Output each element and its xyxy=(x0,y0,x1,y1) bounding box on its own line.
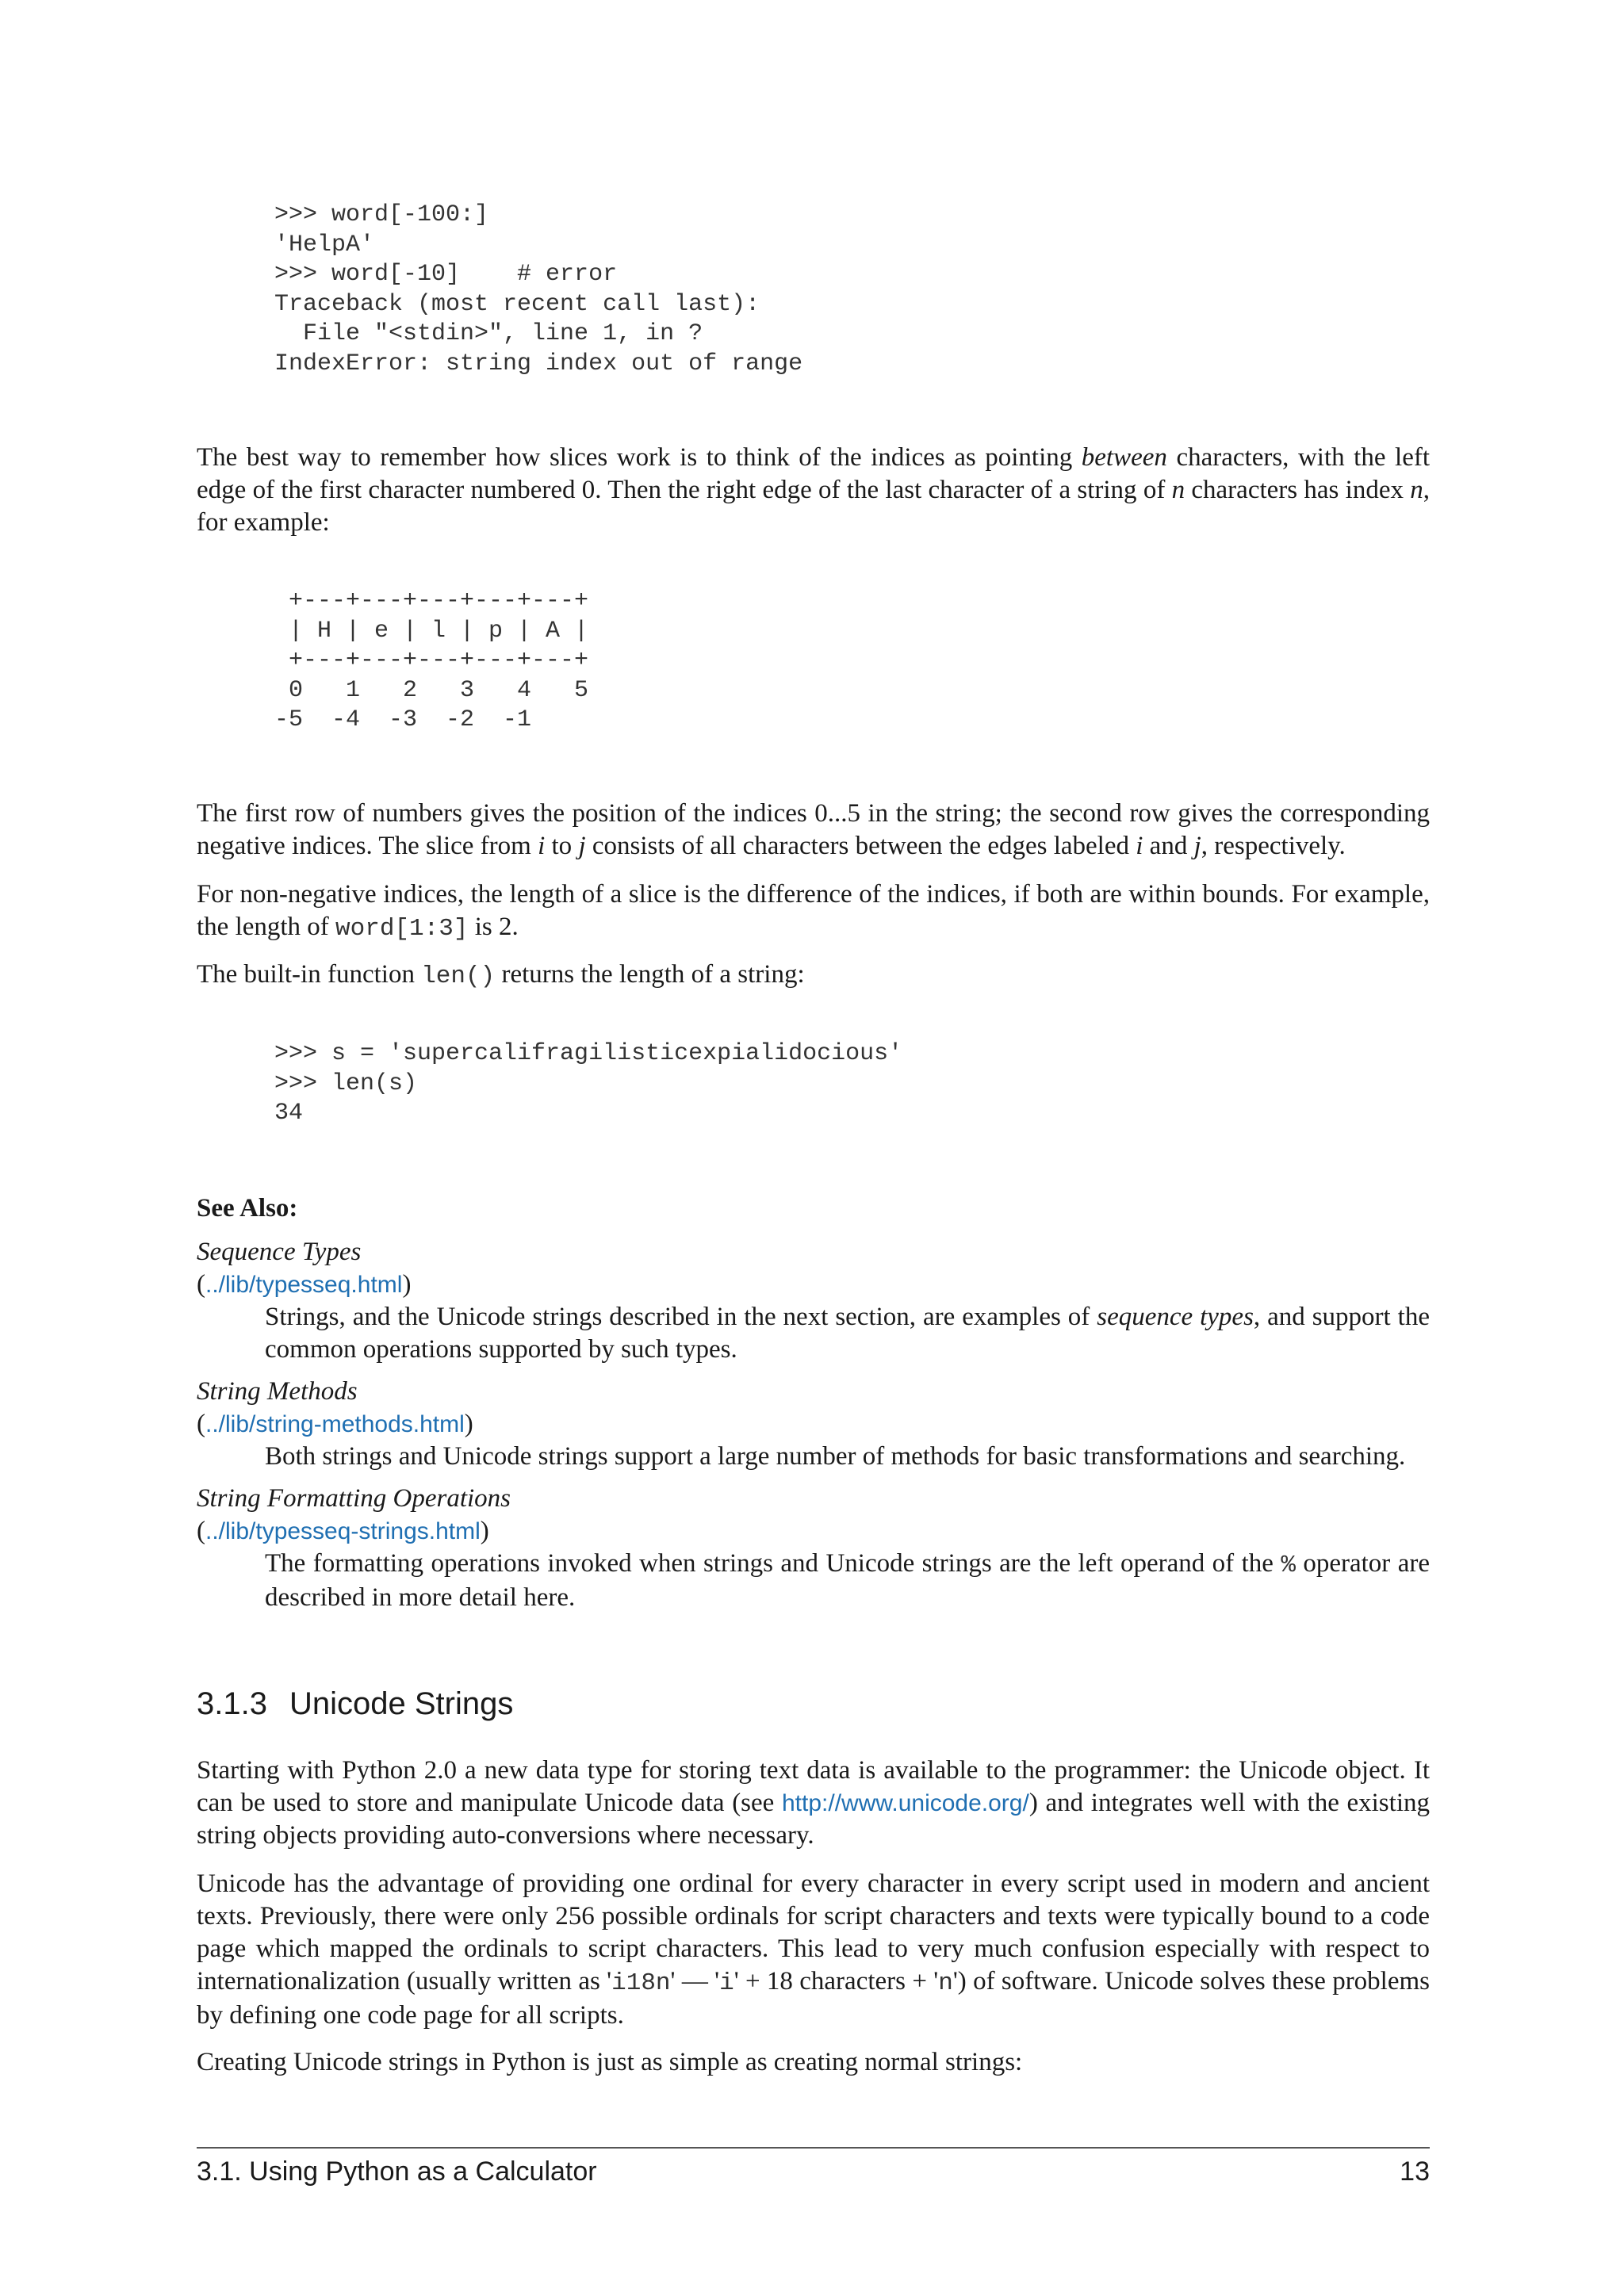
see-also-link[interactable]: ../lib/string-methods.html xyxy=(205,1411,465,1437)
see-also-term: String Formatting Operations xyxy=(197,1484,511,1513)
see-also-link[interactable]: ../lib/typesseq.html xyxy=(205,1272,403,1298)
section-heading xyxy=(197,1684,1430,1724)
paragraph-unicode-advantage: Unicode has the advantage of providing one ordinal for every character in every script used in modern and ancient texts. Previously, there were only 256 possible ordinals for script characters and texts were typically bound to a code page which mapped the ordinals to script characters. This lead to very much confusion especially with respect to internationalization (usually written as 'i18n' — 'i' + 18 characters + 'n') of software. Unicode solves these problems by defining one code page for all scripts. xyxy=(197,1869,1431,2030)
code-line: 'HelpA' xyxy=(274,231,375,258)
code-line: >>> len(s) xyxy=(274,1070,418,1097)
see-also-ref: (../lib/string-methods.html) xyxy=(197,1410,473,1438)
page-footer xyxy=(197,2155,1430,2188)
paragraph-unicode-intro: Starting with Python 2.0 a new data type for storing text data is available to the programmer: the Unicode object. It can be used to store and manipulate Unicode data (see http://www.unicode.org/) and integrates well with the existing string objects providing auto-conversions where necessary. xyxy=(197,1756,1430,1850)
paragraph-index-rows: The first row of numbers gives the position of the indices 0...5 in the string; the second row gives the corresponding negative indices. The slice from i to j consists of all characters between the edges labeled i and j, respectively. xyxy=(197,799,1430,860)
code-line: >>> word[-100:] xyxy=(274,201,489,228)
paragraph-len-function: The built-in function len() returns the length of a string: xyxy=(197,960,805,990)
footer-chapter-title: 3.1. Using Python as a Calculator xyxy=(197,2156,597,2187)
diagram-line: -5 -4 -3 -2 -1 xyxy=(274,706,532,734)
see-also-section xyxy=(197,1192,1430,1614)
footer-divider xyxy=(197,2147,1430,2149)
see-also-link[interactable]: ../lib/typesseq-strings.html xyxy=(205,1518,481,1544)
see-also-description: The formatting operations invoked when strings and Unicode strings are the left operand of the % operator are described in more detail here. xyxy=(265,1549,1430,1612)
code-block-slicing-error xyxy=(197,201,1507,380)
see-also-term: Sequence Types xyxy=(197,1238,362,1266)
paragraph-slice-length: For non-negative indices, the length of a slice is the difference of the indices, if both are within bounds. For example, the length of word[1:3] is 2. xyxy=(197,880,1430,943)
code-block-len-example xyxy=(197,1039,1507,1129)
paragraph-slices: The best way to remember how slices work is to think of the indices as pointing between characters, with the left edge of the first character numbered 0. Then the right edge of the last character of a string of n characters has index n, for example: xyxy=(197,443,1431,537)
section-title: Unicode Strings xyxy=(289,1686,514,1721)
see-also-ref: (../lib/typesseq-strings.html) xyxy=(197,1517,489,1545)
diagram-line: 0 1 2 3 4 5 xyxy=(274,676,589,704)
code-line: 34 xyxy=(274,1100,304,1127)
see-also-item xyxy=(197,1236,1430,1366)
unicode-org-link[interactable]: http://www.unicode.org/ xyxy=(781,1790,1029,1816)
diagram-line: | H | e | l | p | A | xyxy=(274,617,589,645)
slice-index-diagram xyxy=(197,587,1507,736)
see-also-item xyxy=(197,1376,1430,1473)
code-line: Traceback (most recent call last): xyxy=(274,290,760,318)
see-also-description: Both strings and Unicode strings support a large number of methods for basic transformations and searching. xyxy=(265,1442,1406,1471)
see-also-term: String Methods xyxy=(197,1377,358,1406)
code-line: >>> s = 'supercalifragilisticexpialidocious' xyxy=(274,1040,903,1067)
diagram-line: +---+---+---+---+---+ xyxy=(274,647,589,675)
see-also-title: See Also: xyxy=(197,1194,298,1223)
code-line: >>> word[-10] # error xyxy=(274,261,618,289)
page-number: 13 xyxy=(1400,2156,1430,2187)
see-also-description: Strings, and the Unicode strings described in the next section, are examples of sequence types, and support the common operations supported by such types. xyxy=(265,1303,1430,1364)
see-also-item xyxy=(197,1483,1430,1614)
document-page xyxy=(197,0,1430,2296)
paragraph-unicode-creating: Creating Unicode strings in Python is just as simple as creating normal strings: xyxy=(197,2048,1023,2076)
code-line: File "<stdin>", line 1, in ? xyxy=(274,320,703,348)
diagram-line: +---+---+---+---+---+ xyxy=(274,587,589,614)
section-number: 3.1.3 xyxy=(197,1686,267,1721)
code-line: IndexError: string index out of range xyxy=(274,350,803,377)
see-also-ref: (../lib/typesseq.html) xyxy=(197,1270,412,1299)
